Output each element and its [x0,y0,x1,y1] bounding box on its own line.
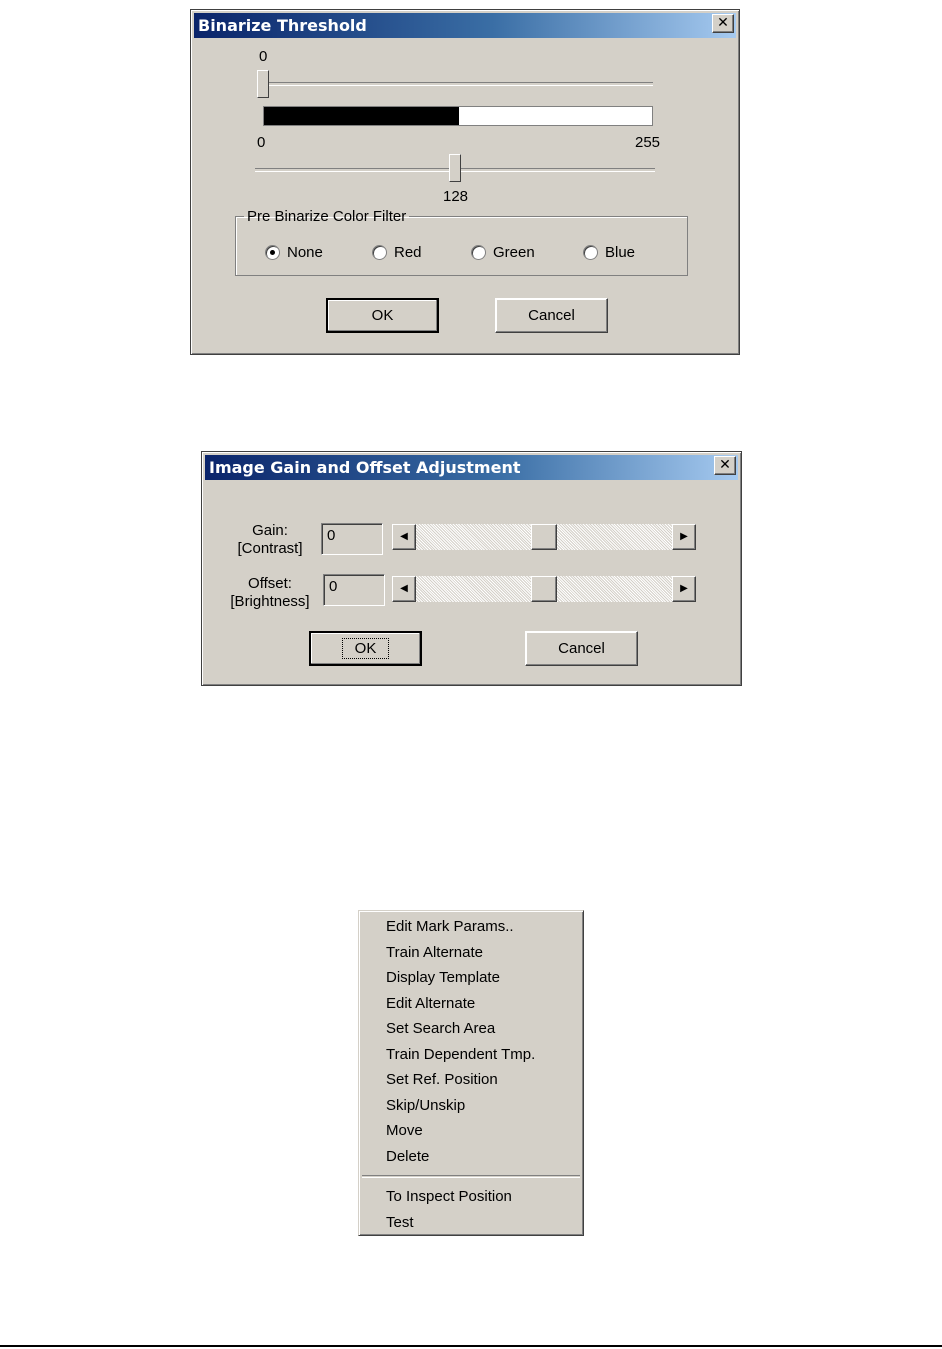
threshold-preview-fill [264,107,459,125]
gain-close-button[interactable] [714,456,736,475]
offset-value-field[interactable]: 0 [323,574,385,606]
gain-dialog-title: Image Gain and Offset Adjustment [209,458,521,477]
gain-ok-label: OK [342,638,390,659]
menu-item-skip-unskip[interactable]: Skip/Unskip [386,1096,466,1114]
radio-green[interactable] [471,244,535,261]
menu-item-train-alternate[interactable]: Train Alternate [386,943,483,961]
binarize-dialog-titlebar[interactable] [194,13,736,38]
arrow-right-icon: ▶ [680,531,688,542]
threshold-slider-thumb[interactable] [449,154,461,182]
binarize-dialog-title: Binarize Threshold [198,16,367,35]
radio-green-indicator [471,245,486,260]
radio-blue[interactable] [583,244,635,261]
gain-dialog-titlebar[interactable] [205,455,738,480]
color-filter-group [235,208,688,276]
binarize-ok-label: OK [371,307,394,324]
radio-red-indicator [372,245,387,260]
context-menu [358,910,584,1236]
gain-scroll-right-button[interactable] [672,524,696,550]
binarize-cancel-label: Cancel [528,307,575,324]
radio-blue-label: Blue [605,244,636,261]
offset-scrollbar[interactable] [392,576,696,602]
radio-red-label: Red [394,244,422,261]
menu-item-edit-mark-params[interactable]: Edit Mark Params.. [386,918,514,935]
threshold-value: 128 [443,188,469,205]
gain-value-field[interactable]: 0 [321,523,383,555]
color-filter-group-label: Pre Binarize Color Filter [247,208,407,225]
offset-label-line2: [Brightness] [230,593,310,610]
radio-none-label: None [287,244,323,261]
radio-red[interactable] [372,244,422,261]
radio-none-indicator [265,245,280,260]
arrow-left-icon: ◀ [400,531,408,542]
menu-item-set-search-area[interactable]: Set Search Area [386,1020,496,1037]
radio-none[interactable] [265,244,323,261]
offset-scroll-thumb[interactable] [531,576,557,602]
page-bottom-rule [0,1345,942,1347]
offset-scroll-left-button[interactable] [392,576,416,602]
gain-cancel-button[interactable] [525,631,638,666]
offset-label-line1: Offset: [248,575,292,592]
menu-separator [362,1175,580,1178]
menu-item-delete[interactable]: Delete [386,1147,430,1165]
arrow-left-icon: ◀ [400,583,408,594]
top-slider-thumb[interactable] [257,70,269,98]
radio-green-label: Green [493,244,535,261]
offset-scroll-right-button[interactable] [672,576,696,602]
gain-cancel-label: Cancel [558,640,605,657]
menu-item-set-ref-position[interactable]: Set Ref. Position [386,1071,498,1088]
threshold-preview-bar [263,106,653,126]
gain-label-line1: Gain: [252,522,288,539]
gain-scroll-thumb[interactable] [531,524,557,550]
gain-scrollbar[interactable] [392,524,696,550]
bar-max-label: 255 [635,134,661,151]
menu-item-to-inspect-position[interactable]: To Inspect Position [386,1188,512,1205]
bar-min-label: 0 [257,134,266,151]
offset-label [222,575,318,611]
menu-item-train-dependent-tmp[interactable]: Train Dependent Tmp. [386,1045,536,1063]
gain-offset-dialog [201,451,742,686]
gain-label [222,522,318,558]
gain-scroll-left-button[interactable] [392,524,416,550]
top-slider-track[interactable] [263,82,653,86]
binarize-threshold-dialog [190,9,740,355]
binarize-cancel-button[interactable] [495,298,608,333]
menu-item-display-template[interactable]: Display Template [386,969,500,986]
radio-blue-indicator [583,245,598,260]
menu-item-move[interactable]: Move [386,1122,423,1139]
close-icon: ✕ [717,15,729,31]
binarize-ok-button[interactable] [326,298,439,333]
close-icon: ✕ [719,457,731,473]
binarize-close-button[interactable] [712,14,734,33]
menu-item-test[interactable]: Test [386,1213,414,1231]
menu-item-edit-alternate[interactable]: Edit Alternate [386,994,476,1012]
gain-label-line2: [Contrast] [237,540,303,557]
arrow-right-icon: ▶ [680,583,688,594]
gain-ok-button[interactable] [309,631,422,666]
top-slider-value: 0 [259,48,268,65]
